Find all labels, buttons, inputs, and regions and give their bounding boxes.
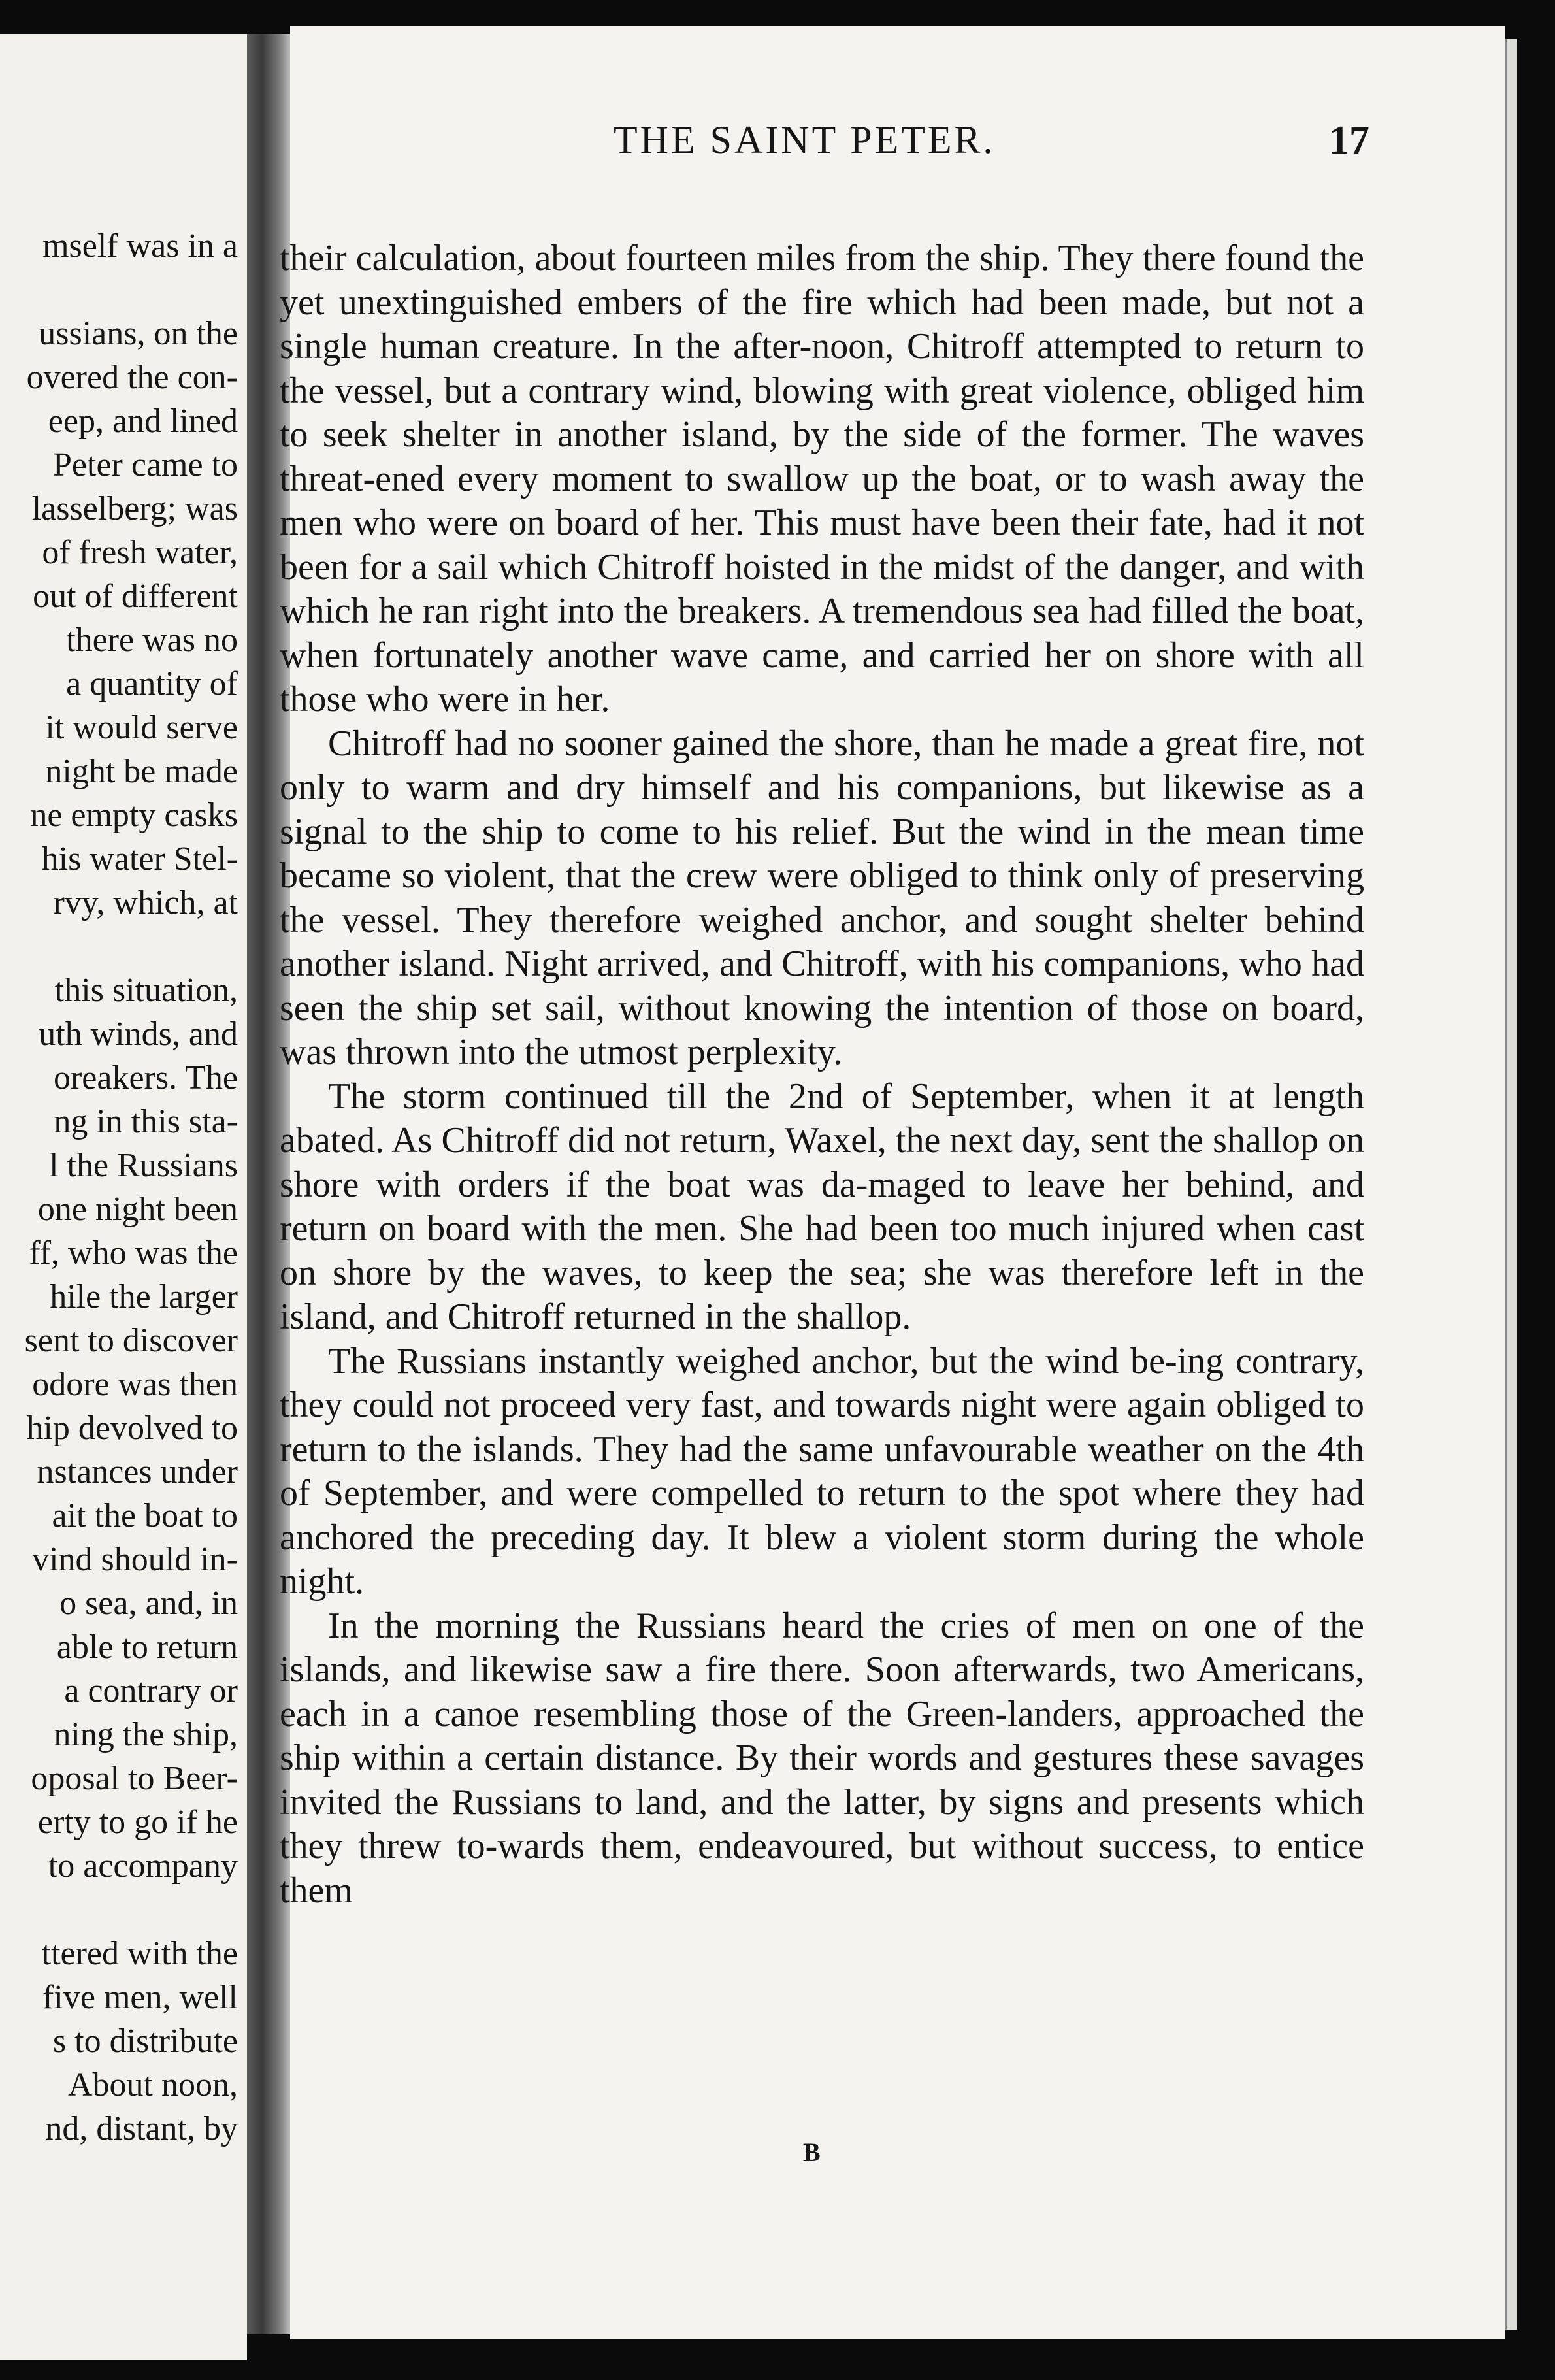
- left-page-line: of fresh water,: [42, 534, 238, 571]
- paragraph: The Russians instantly weighed anchor, but the wind be-ing contrary, they could not proceed very fast, and towards night were again obliged to return to the islands. They had the same unfavourable weather on the 4th of September, and were compelled to return to the spot where they had anchored the preceding day. It blew a violent storm during the whole night.: [280, 1340, 1364, 1602]
- left-page-line: erty to go if he: [37, 1804, 238, 1841]
- left-page-line: oreakers. The: [53, 1059, 238, 1097]
- left-page-line: his water Stel-: [41, 840, 238, 878]
- left-page-line: ning the ship,: [54, 1716, 238, 1753]
- left-page-line: out of different: [33, 578, 238, 615]
- left-page-line: o sea, and, in: [59, 1585, 238, 1622]
- signature-mark: B: [803, 2138, 821, 2167]
- paragraph: The storm continued till the 2nd of September, when it at length abated. As Chitroff did not return, Waxel, the next day, sent the shallop on shore with orders if the boat was da-maged to leave her behind, and return on board with the men. She had been too much injured when cast on shore by the waves, to keep the sea; she was therefore left in the island, and Chitroff returned in the shallop.: [280, 1076, 1364, 1337]
- page-header: [290, 118, 1505, 170]
- left-page-line: ff, who was the: [29, 1234, 238, 1272]
- paragraph: Chitroff had no sooner gained the shore, than he made a great fire, not only to warm and dry himself and his companions, but likewise as a signal to the ship to come to his relief. But the wind in the mean time became so violent, that the crew were obliged to think only of preserving the vessel. They therefore weighed anchor, and sought shelter behind another island. Night arrived, and Chitroff, with his companions, who had seen the ship set sail, without knowing the intention of those on board, was thrown into the utmost perplexity.: [280, 723, 1364, 1072]
- left-page-line: this situation,: [54, 972, 238, 1009]
- left-page-line: ne empty casks: [30, 797, 238, 834]
- left-page-line: nd, distant, by: [45, 2110, 238, 2147]
- left-page-line: odore was then: [32, 1366, 238, 1403]
- left-page-line: lasselberg; was: [31, 490, 238, 527]
- paragraph: In the morning the Russians heard the cries of men on one of the islands, and likewise saw a fire there. Soon afterwards, two Americans, each in a canoe resembling those of the Green-landers, approached the ship within a certain distance. By their words and gestures these savages invited the Russians to land, and the latter, by signs and presents which they threw to-wards them, endeavoured, but without success, to entice them: [280, 1605, 1364, 1911]
- left-page-line: overed the con-: [26, 359, 238, 396]
- left-page-line: hip devolved to: [26, 1410, 238, 1447]
- right-page: [280, 26, 1505, 2339]
- left-page-line: hile the larger: [50, 1278, 238, 1315]
- paragraph: their calculation, about fourteen miles from the ship. They there found the yet unextinguished embers of the fire which had been made, but not a single human creature. In the after-noon, Chitroff attempted to return to the vessel, but a contrary wind, blowing with great violence, obliged him to seek shelter in another island, by the side of the former. The waves threat-ened every moment to swallow up the boat, or to wash away the men who were on board of her. This must have been their fate, had it not been for a sail which Chitroff hoisted in the midst of the danger, and with which he ran right into the breakers. A tremendous sea had filled the boat, when fortunately another wave came, and carried her on shore with all those who were in her.: [280, 238, 1364, 719]
- left-page-line: nstances under: [37, 1453, 238, 1491]
- left-page-line: able to return: [56, 1628, 238, 1666]
- left-page-line: ussians, on the: [39, 315, 238, 352]
- left-page-line: s to distribute: [52, 2023, 238, 2060]
- left-page-line: there was no: [66, 621, 238, 659]
- left-page-line: to accompany: [48, 1847, 238, 1885]
- left-page-line: a contrary or: [64, 1672, 238, 1710]
- left-page-line: mself was in a: [42, 227, 238, 265]
- body-text: [280, 237, 1364, 1913]
- left-page-line: l the Russians: [49, 1147, 238, 1184]
- left-page-line: five men, well: [42, 1979, 238, 2016]
- left-page-line: a quantity of: [66, 665, 238, 702]
- left-page-line: ttered with the: [41, 1935, 238, 1972]
- left-page-line: rvy, which, at: [53, 884, 238, 921]
- left-page-line: one night been: [37, 1191, 238, 1228]
- left-page-line: eep, and lined: [48, 403, 238, 440]
- left-page-line: Peter came to: [53, 446, 238, 484]
- page-edge: [1505, 39, 1517, 2330]
- left-page-line: vind should in-: [32, 1541, 238, 1578]
- left-page-line: About noon,: [68, 2066, 238, 2104]
- left-page-line: sent to discover: [24, 1322, 238, 1359]
- left-page-line: uth winds, and: [39, 1016, 238, 1053]
- page-number: 17: [1329, 118, 1369, 163]
- left-facing-page: [0, 34, 247, 2360]
- left-page-line: ng in this sta-: [54, 1103, 238, 1140]
- left-page-line: oposal to Beer-: [31, 1760, 238, 1797]
- left-page-line: it would serve: [45, 709, 238, 746]
- left-page-line: ait the boat to: [52, 1497, 238, 1534]
- left-page-line: night be made: [45, 753, 238, 790]
- running-title: THE SAINT PETER.: [614, 118, 996, 161]
